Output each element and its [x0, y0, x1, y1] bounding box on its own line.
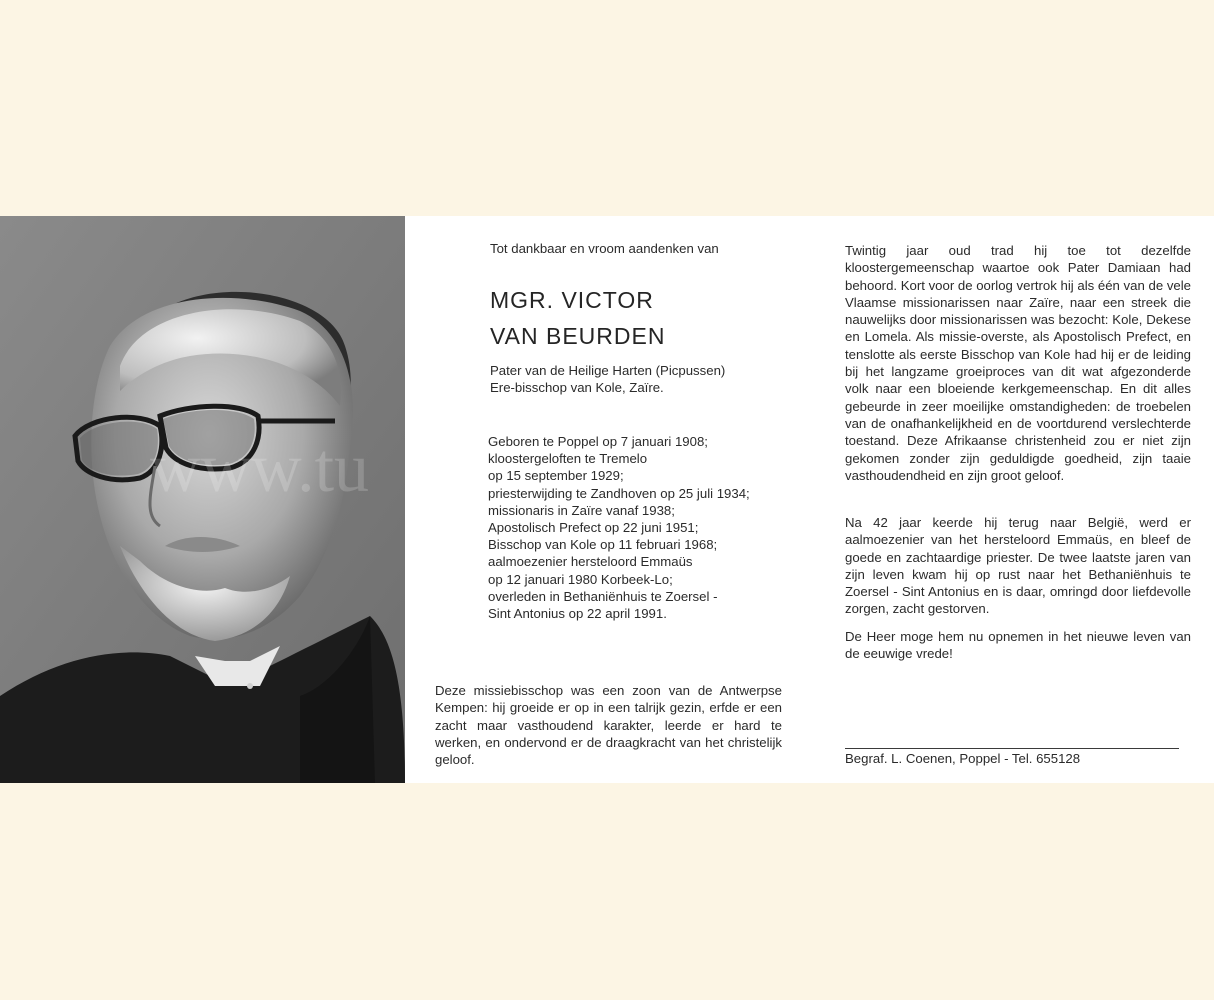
subtitle: [490, 362, 725, 396]
life-events: [488, 433, 788, 622]
name-line-2: VAN BEURDEN: [490, 323, 666, 349]
life-event: overleden in Bethaniënhuis te Zoersel -: [488, 588, 718, 604]
life-event: Sint Antonius op 22 april 1991.: [488, 606, 667, 622]
life-event: priesterwijding te Zandhoven op 25 juli 1934;: [488, 485, 750, 501]
photo-watermark: www.tu: [150, 430, 370, 507]
deceased-name: [490, 282, 665, 354]
life-event: op 15 september 1929;: [488, 468, 624, 484]
portrait-illustration: [0, 216, 405, 783]
name-line-1: MGR. VICTOR: [490, 287, 654, 313]
subtitle-line-2: Ere-bisschop van Kole, Zaïre.: [490, 380, 664, 396]
life-event: kloostergeloften te Tremelo: [488, 451, 648, 467]
memorial-card: [0, 216, 1214, 783]
paragraph-return: Na 42 jaar keerde hij terug naar België, werd er aalmoezenier van het hersteloord Emmaüs, en bleef de goede en zachtaardige priester. De twee laatste jaren van zijn leven kwam hij op rust naar het Bethaniënhuis te Zoersel - Sint Antonius en is daar, omringd door liefdevolle zorgen, zacht gestorven.: [845, 515, 1191, 617]
paragraph-prayer: De Heer moge hem nu opnemen in het nieuwe leven van de eeuwige vrede!: [845, 629, 1191, 662]
intro-line: Tot dankbaar en vroom aandenken van: [490, 241, 719, 256]
paragraph-origins: Deze missiebisschop was een zoon van de Antwerpse Kempen: hij groeide er op in een talrijk gezin, erfde er een zacht maar vasthoudend karakter, leerde er hard te werken, en ondervond er de draagkracht van het christelijk geloof.: [435, 683, 782, 768]
life-event: Apostolisch Prefect op 22 juni 1951;: [488, 520, 699, 536]
paragraph-mission: Twintig jaar oud trad hij toe tot dezelfde kloostergemeenschap waartoe ook Pater Damiaan had behoord. Kort voor de oorlog vertrok hij als één van de vele Vlaamse missionarissen naar Zaïre, naar een streek die nauwelijks door missionarissen was bezocht: Kole, Dekese en Lomela. Als missie-overste, als Apostolisch Prefect, en tenslotte als eerste Bisschop van Kole had hij er de leiding bij het langzame groeiproces van dit wat afgezonderde volk naar een bloeiende kerkgemeenschap. En dit alles gebeurde in zeer moeilijke omstandigheden: de troebelen van de onafhankelijkheid en de voortdurend verslechterde toestand. Deze Afrikaanse christenheid zou er niet zijn gekomen zonder zijn geduldigde goedheid, zijn taaie vasthoudendheid en zijn groot geloof.: [845, 243, 1192, 483]
life-event: op 12 januari 1980 Korbeek-Lo;: [488, 571, 673, 587]
life-event: missionaris in Zaïre vanaf 1938;: [488, 502, 675, 518]
printer-credit: Begraf. L. Coenen, Poppel - Tel. 655128: [845, 751, 1081, 766]
portrait-photo: [0, 216, 405, 783]
divider-line: [845, 748, 1179, 749]
life-event: Geboren te Poppel op 7 januari 1908;: [488, 434, 708, 449]
life-event: Bisschop van Kole op 11 februari 1968;: [488, 537, 718, 553]
life-event: aalmoezenier hersteloord Emmaüs: [488, 554, 693, 570]
subtitle-line-1: Pater van de Heilige Harten (Picpussen): [490, 363, 726, 378]
